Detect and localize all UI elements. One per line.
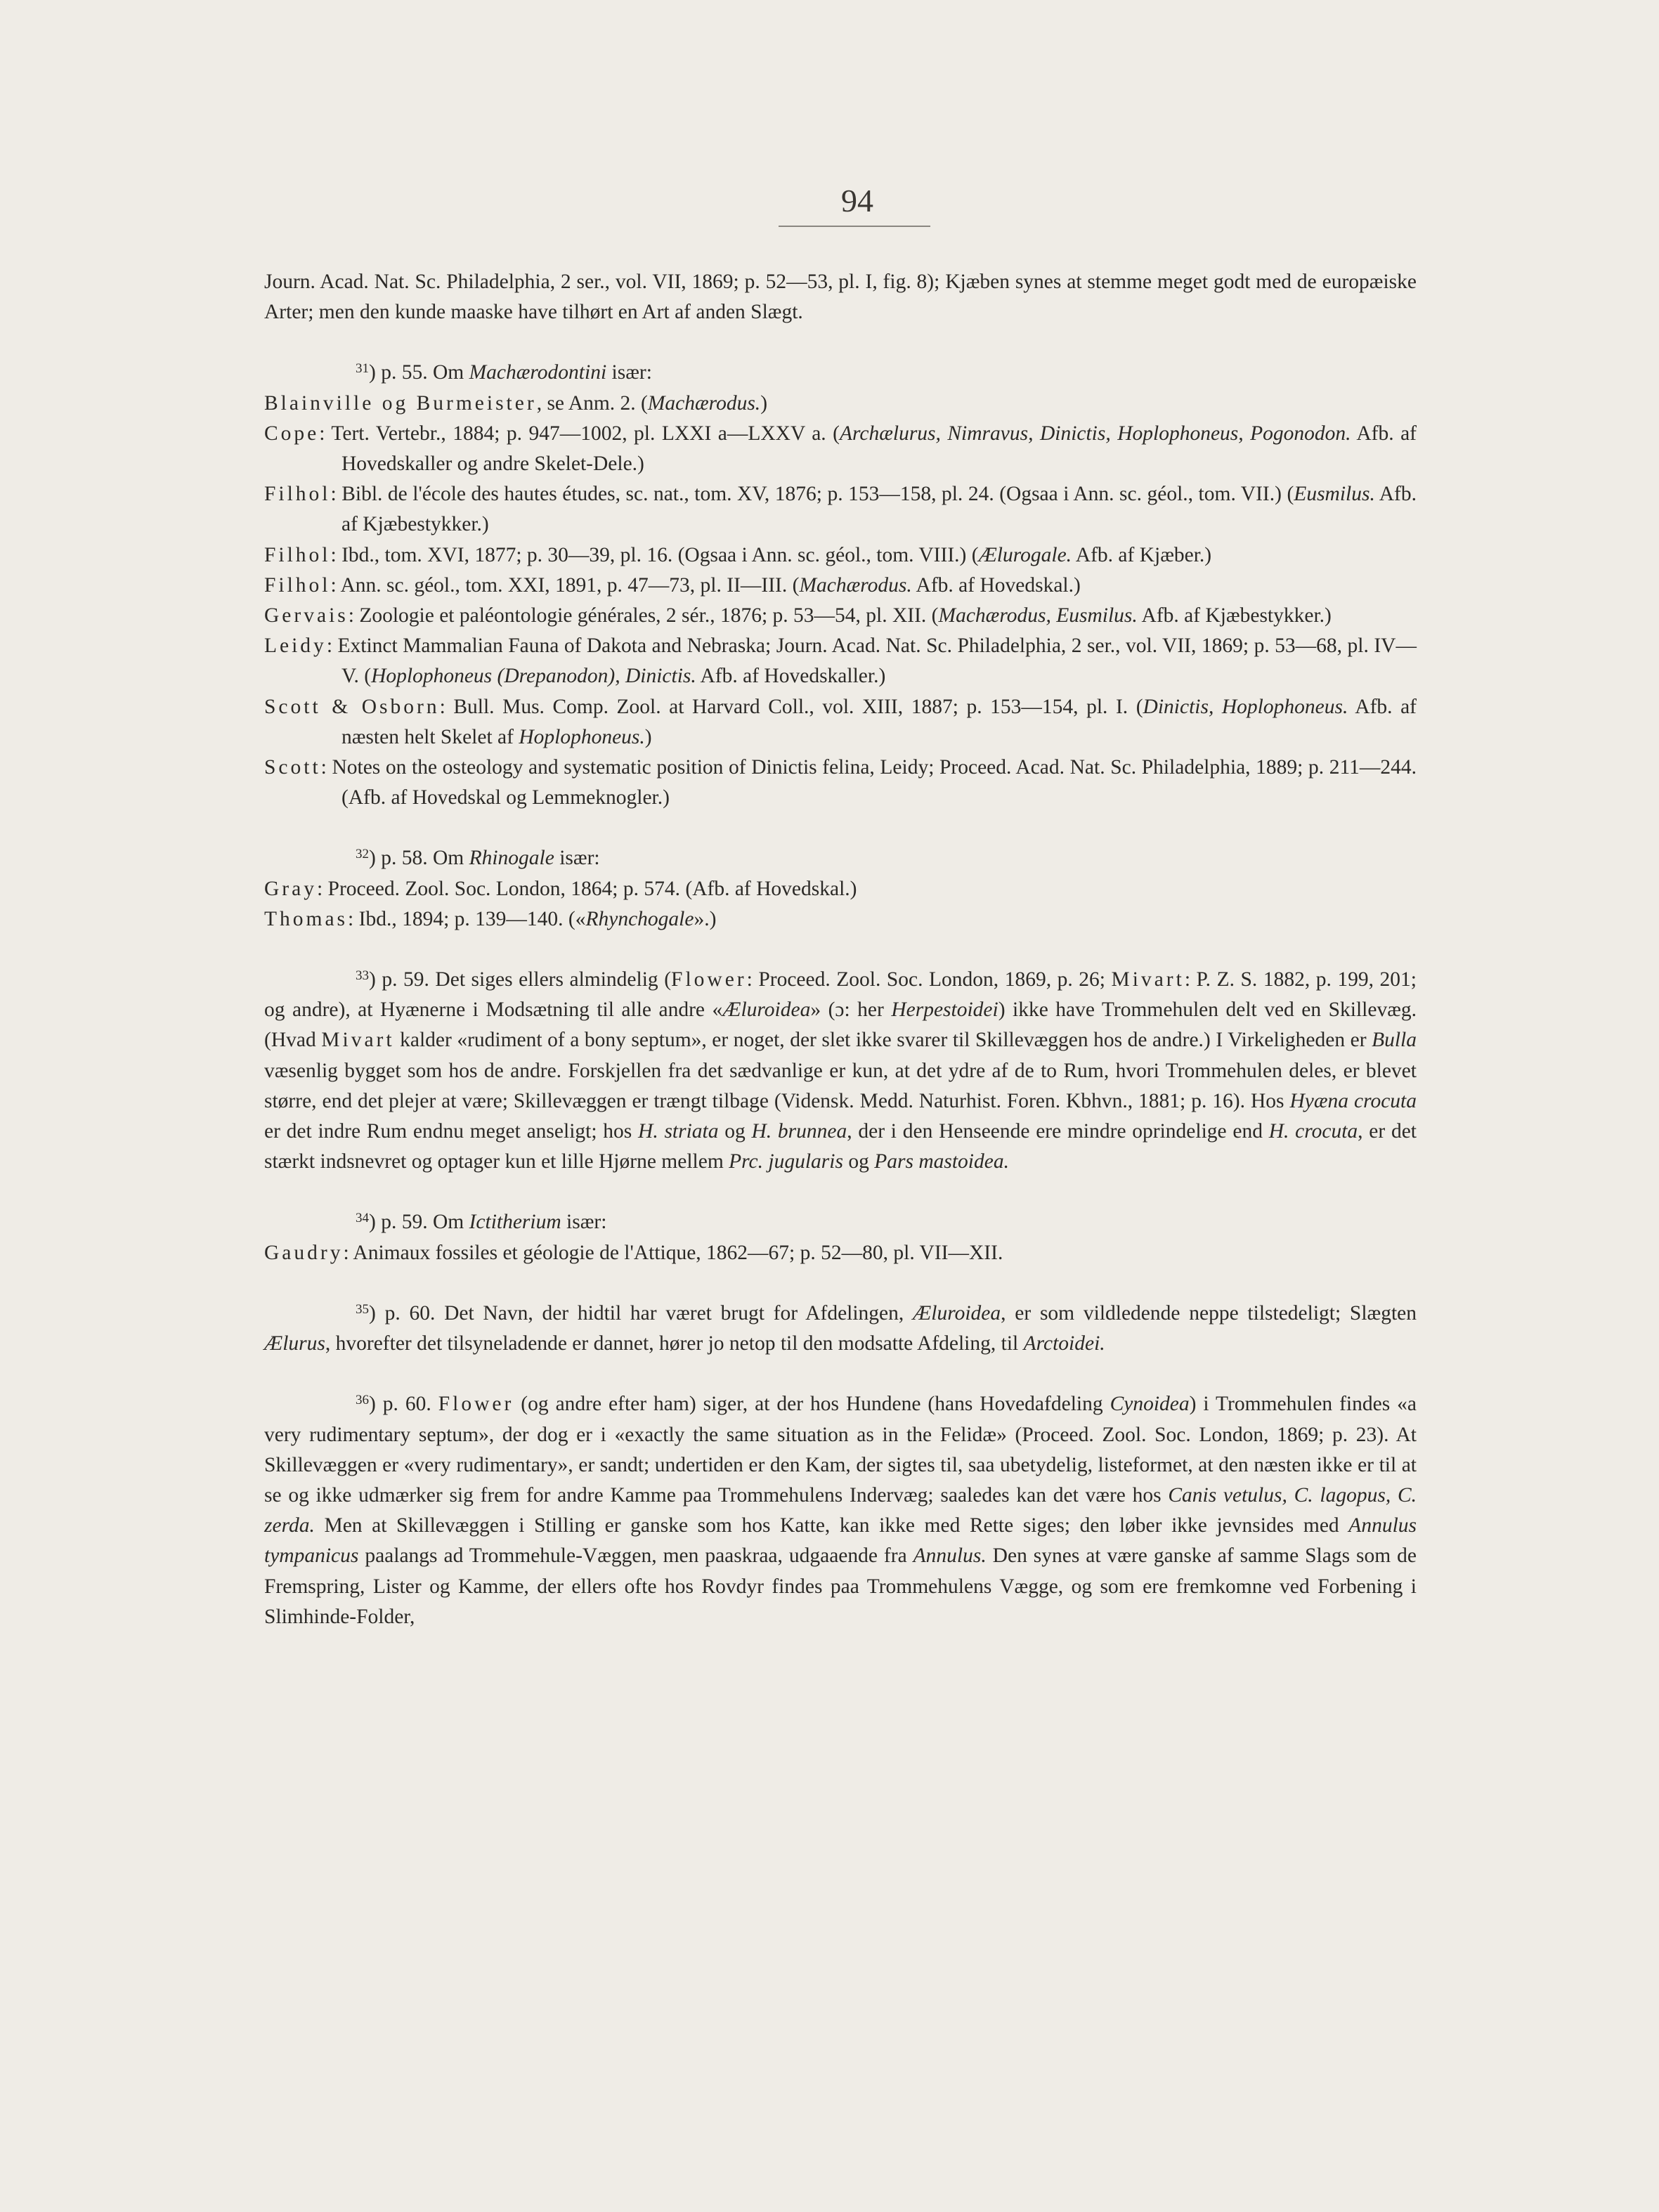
reference-author: Cope: [264, 422, 320, 445]
reference-entry: Gervais: Zoologie et paléontologie générales, 2 sér., 1876; p. 53—54, pl. XII. (Machærodus, Eusmilus. Afb. af Kjæbestykker.): [264, 604, 1332, 627]
note-36-paragraph: $^{36}$) p. 60. Flower (og andre efter ham) siger, at der hos Hundene (hans Hovedafdeling Cynoidea) i Trommehulen findes «a very rudimentary septum», der dog er i «exactly the same situation as in the Felidæ» (Proceed. Zool. Soc. London, 1869; p. 23). At Skillevæggen er «very rudimentary», er sandt; undertiden er den Kam, der sigtes til, saa ubetydelig, listeformet, at den næsten ikke er til at se og ikke udmærker sig frem for andre Kamme paa Trommehulens Indervæg; saaledes kan det være hos Canis vetulus, C. lagopus, C. zerda. Men at Skillevæggen i Stilling er ganske som hos Katte, kan ikke med Rette siges; den løber ikke jevnsides med Annulus tympanicus paalangs ad Trommehule-Væggen, men paaskraa, udgaaende fra Annulus. Den synes at være ganske af samme Slags som de Fremspring, Lister og Kamme, der ellers ofte hos Rovdyr findes paa Trommehulens Vægge, og som ere fremkomne ved Forbening i Slimhinde-Folder,: [264, 1393, 1417, 1628]
note-number: 35: [356, 1301, 369, 1317]
reference-entry: Filhol: Bibl. de l'école des hautes études, sc. nat., tom. XV, 1876; p. 153—158, pl. 24. (Ogsaa i Ann. sc. géol., tom. VII.) (Eusmilus. Afb. af Kjæbestykker.): [264, 483, 1417, 536]
reference-author: Scott: [264, 756, 321, 779]
reference-entry: Thomas: Ibd., 1894; p. 139—140. («Rhynchogale».): [264, 907, 717, 930]
reference-author: Scott & Osborn: [264, 695, 440, 718]
reference-author: Leidy: [264, 635, 327, 658]
note-number: 31: [356, 361, 369, 377]
reference-entry: Filhol: Ann. sc. géol., tom. XXI, 1891, p. 47—73, pl. II—III. (Machærodus. Afb. af Hovedskal.): [264, 573, 1081, 597]
reference-entry: Leidy: Extinct Mammalian Fauna of Dakota and Nebraska; Journ. Acad. Nat. Sc. Philadelphia, 2 ser., vol. VII, 1869; p. 53—68, pl. IV—V. (Hoplophoneus (Drepanodon), Dinictis. Afb. af Hovedskaller.): [264, 635, 1417, 688]
reference-author: Filhol: [264, 573, 331, 597]
reference-author: Thomas: [264, 907, 349, 930]
reference-author: Blainville og Burmeister: [264, 391, 537, 415]
note-number: 33: [356, 968, 369, 984]
note-32-heading: $^{32}$) p. 58. Om Rhinogale især:: [356, 847, 600, 870]
note-number: 32: [356, 847, 369, 862]
page-number: 94: [841, 183, 873, 219]
reference-author: Gervais: [264, 604, 349, 627]
reference-entry: Scott & Osborn: Bull. Mus. Comp. Zool. at Harvard Coll., vol. XIII, 1887; p. 153—154, pl. I. (Dinictis, Hoplophoneus. Afb. af næsten helt Skelet af Hoplophoneus.): [264, 695, 1417, 748]
reference-author: Filhol: [264, 543, 331, 566]
reference-author: Filhol: [264, 483, 331, 506]
reference-entry: Gaudry: Animaux fossiles et géologie de l'Attique, 1862—67; p. 52—80, pl. VII—XII.: [264, 1241, 1003, 1264]
page-number-rule: [779, 226, 930, 227]
note-35-paragraph: $^{35}$) p. 60. Det Navn, der hidtil har været brugt for Afdelingen, Æluroidea, er som vildledende neppe tilstedeligt; Slægten Ælurus, hvorefter det tilsyneladende er dannet, hører jo netop til den modsatte Afdeling, til Arctoidei.: [264, 1301, 1417, 1355]
reference-entry: Filhol: Ibd., tom. XVI, 1877; p. 30—39, pl. 16. (Ogsaa i Ann. sc. géol., tom. VIII.) (Ælurogale. Afb. af Kjæber.): [264, 543, 1212, 566]
intro-paragraph: Journ. Acad. Nat. Sc. Philadelphia, 2 ser., vol. VII, 1869; p. 52—53, pl. I, fig. 8); Kjæben synes at stemme meget godt med de europæiske Arter; men den kunde maaske have tilhørt en Art af anden Slægt.: [264, 271, 1417, 324]
note-number: 34: [356, 1211, 369, 1226]
reference-author: Gray: [264, 877, 317, 900]
note-33-paragraph: $^{33}$) p. 59. Det siges ellers almindelig (Flower: Proceed. Zool. Soc. London, 1869, p. 26; Mivart: P. Z. S. 1882, p. 199, 201; og andre), at Hyænerne i Modsætning til alle andre «Æluroidea» (ɔ: her Herpestoidei) ikke have Trommehulen delt ved en Skillevæg. (Hvad Mivart kalder «rudiment of a bony septum», er noget, der slet ikke svarer til Skillevæggen hos de andre.) I Virkeligheden er Bulla væsenlig bygget som hos de andre. Forskjellen fra det sædvanlige er kun, at det ydre af de to Rum, hvori Trommehulen deles, er blevet større, end det plejer at være; Skillevæggen er trængt tilbage (Vidensk. Medd. Naturhist. Foren. Kbhvn., 1881; p. 16). Hos Hyæna crocuta er det indre Rum endnu meget anseligt; hos H. striata og H. brunnea, der i den Henseende ere mindre oprindelige end H. crocuta, er det stærkt indsnevret og optager kun et lille Hjørne mellem Prc. jugularis og Pars mastoidea.: [264, 968, 1417, 1173]
reference-author: Gaudry: [264, 1241, 344, 1264]
note-34-heading: $^{34}$) p. 59. Om Ictitherium især:: [356, 1211, 607, 1234]
note-31-heading: $^{31}$) p. 55. Om Machærodontini især:: [356, 361, 652, 384]
note-number: 36: [356, 1393, 369, 1408]
body-text: [264, 267, 1417, 1632]
reference-entry: Gray: Proceed. Zool. Soc. London, 1864; p. 574. (Afb. af Hovedskal.): [264, 877, 857, 900]
reference-entry: Cope: Tert. Vertebr., 1884; p. 947—1002, pl. LXXI a—LXXV a. (Archælurus, Nimravus, Dinictis, Hoplophoneus, Pogonodon. Afb. af Hovedskaller og andre Skelet-Dele.): [264, 422, 1417, 476]
reference-entry: Scott: Notes on the osteology and systematic position of Dinictis felina, Leidy; Proceed. Acad. Nat. Sc. Philadelphia, 1889; p. 211—244. (Afb. af Hovedskal og Lemmeknogler.): [264, 756, 1417, 809]
reference-entry: Blainville og Burmeister, se Anm. 2. (Machærodus.): [264, 391, 768, 415]
